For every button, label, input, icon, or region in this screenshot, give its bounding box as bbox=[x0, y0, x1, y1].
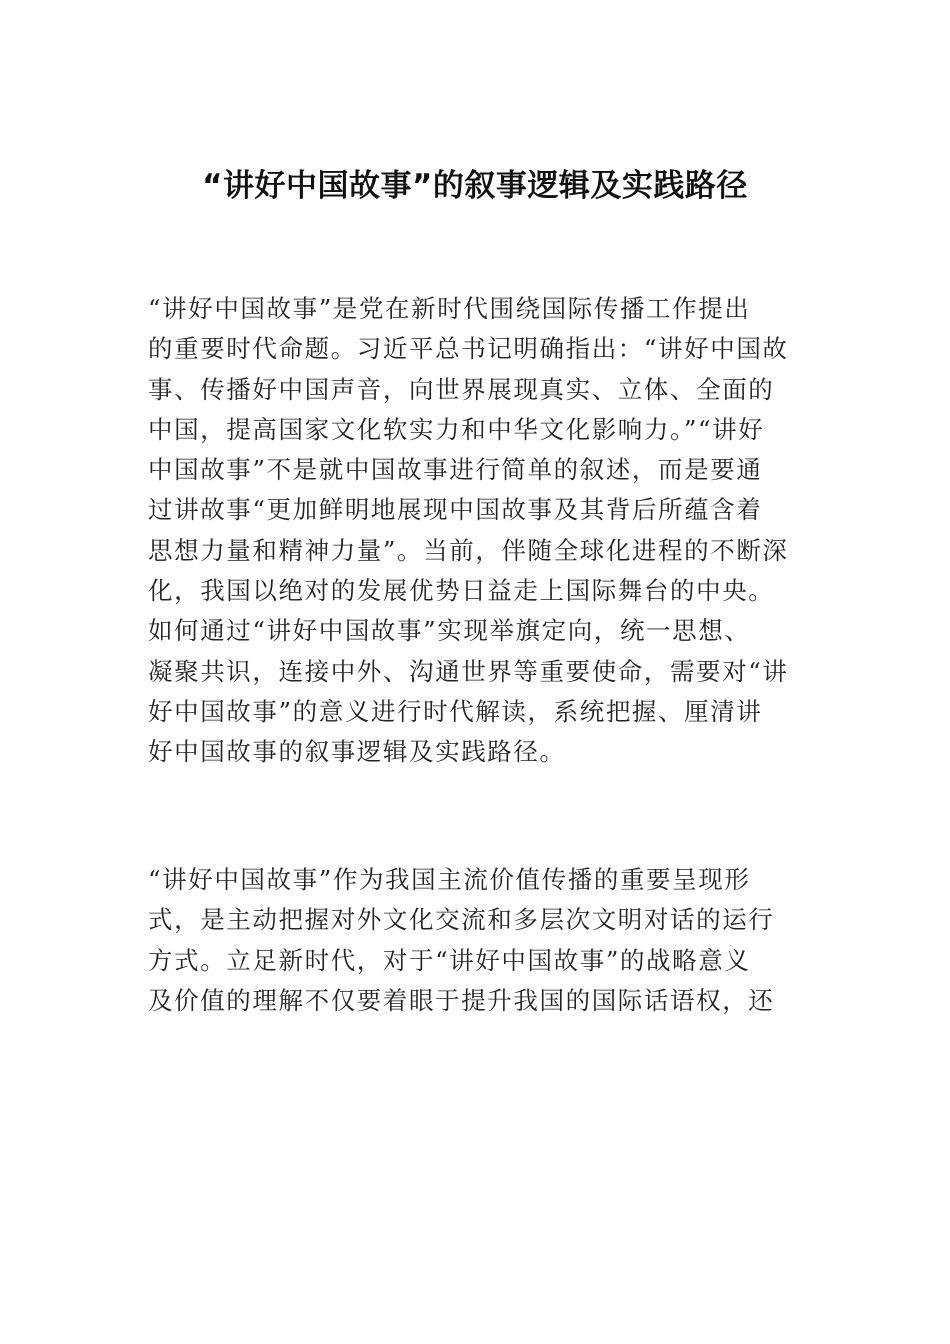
paragraph-line: 好中国故事的叙事逻辑及实践路径。 bbox=[148, 737, 566, 767]
paragraph-line: 好中国故事”的意义进行时代解读，系统把握、厘清讲 bbox=[148, 696, 763, 726]
paragraph-2 bbox=[148, 860, 812, 1021]
paragraph-line: 中国，提高国家文化软实力和中华文化影响力。”“讲好 bbox=[148, 414, 765, 444]
paragraph-line: 式，是主动把握对外文化交流和多层次文明对话的运行 bbox=[148, 905, 775, 935]
paragraph-line: “讲好中国故事”是党在新时代围绕国际传播工作提出 bbox=[148, 294, 751, 323]
paragraph-line: 及价值的理解不仅要着眼于提升我国的国际话语权，还 bbox=[148, 985, 775, 1015]
paragraph-line: 的重要时代命题。习近平总书记明确指出：“讲好中国故 bbox=[148, 334, 789, 364]
paragraph-line: 如何通过“讲好中国故事”实现举旗定向，统一思想、 bbox=[148, 616, 751, 646]
paragraph-line: 凝聚共识，连接中外、沟通世界等重要使命，需要对“讲 bbox=[148, 656, 789, 686]
document-title: “讲好中国故事”的叙事逻辑及实践路径 bbox=[202, 168, 748, 204]
paragraph-1 bbox=[148, 289, 812, 773]
paragraph-line: 化，我国以绝对的发展优势日益走上国际舞台的中央。 bbox=[148, 576, 775, 606]
paragraph-line: 事、传播好中国声音，向世界展现真实、立体、全面的 bbox=[148, 374, 775, 404]
paragraph-line: 思想力量和精神力量”。当前，伴随全球化进程的不断深 bbox=[148, 535, 789, 565]
paragraph-line: 过讲故事“更加鲜明地展现中国故事及其背后所蕴含着 bbox=[148, 495, 763, 525]
paragraph-line: 中国故事”不是就中国故事进行简单的叙述，而是要通 bbox=[148, 455, 763, 485]
paragraph-line: 方式。立足新时代，对于“讲好中国故事”的战略意义 bbox=[148, 945, 751, 975]
paragraph-line: “讲好中国故事”作为我国主流价值传播的重要呈现形 bbox=[148, 865, 751, 894]
